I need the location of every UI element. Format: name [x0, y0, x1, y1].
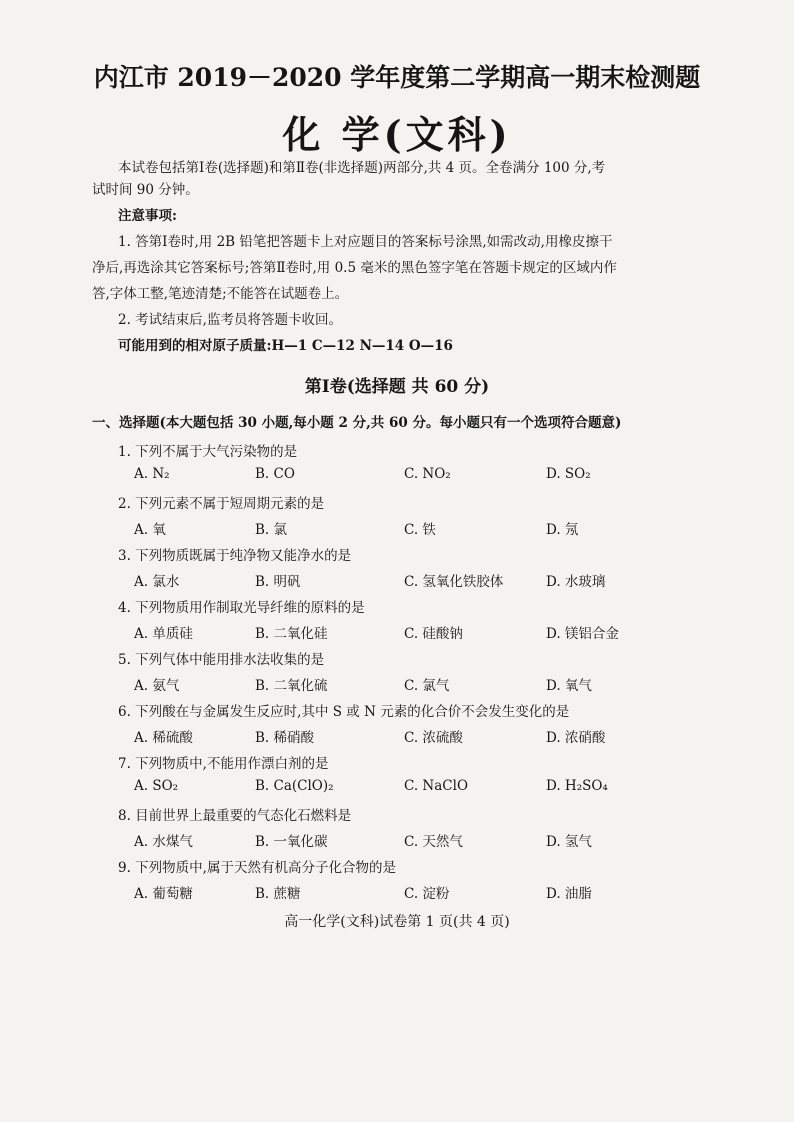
- exam-title: 内江市 2019－2020 学年度第二学期高一期末检测题: [93, 63, 701, 92]
- question-9-option-a: A. 葡萄糖: [134, 886, 193, 902]
- question-8-option-c: C. 天然气: [404, 834, 463, 850]
- question-3-option-b: B. 明矾: [255, 574, 301, 590]
- note-1-line-2: 净后,再选涂其它答案标号;答第Ⅱ卷时,用 0.5 毫米的黑色签字笔在答题卡规定的区域内作: [92, 260, 617, 276]
- question-8-stem: 8. 目前世界上最重要的气态化石燃料是: [118, 808, 352, 824]
- question-4-option-b: B. 二氧化硅: [255, 626, 328, 642]
- question-4-option-c: C. 硅酸钠: [404, 626, 463, 642]
- intro-line-1: 本试卷包括第Ⅰ卷(选择题)和第Ⅱ卷(非选择题)两部分,共 4 页。全卷满分 100 分,考: [118, 160, 606, 176]
- question-7-stem: 7. 下列物质中,不能用作漂白剂的是: [118, 756, 329, 772]
- question-8-option-b: B. 一氧化碳: [255, 834, 328, 850]
- question-5-option-b: B. 二氧化硫: [255, 678, 328, 694]
- question-9-option-b: B. 蔗糖: [255, 886, 301, 902]
- question-6-option-d: D. 浓硝酸: [546, 730, 606, 746]
- question-7-option-b: B. Ca(ClO)₂: [255, 778, 334, 794]
- question-2-stem: 2. 下列元素不属于短周期元素的是: [118, 496, 325, 512]
- question-7-option-c: C. NaClO: [404, 778, 469, 794]
- question-8-option-d: D. 氢气: [546, 834, 592, 850]
- note-1-line-3: 答,字体工整,笔迹清楚;不能答在试题卷上。: [92, 286, 349, 302]
- question-6-option-b: B. 稀硝酸: [255, 730, 315, 746]
- question-2-option-b: B. 氯: [255, 522, 288, 538]
- section-1-instruction: 一、选择题(本大题包括 30 小题,每小题 2 分,共 60 分。每小题只有一个选项符合题意): [92, 415, 622, 431]
- question-9-stem: 9. 下列物质中,属于天然有机高分子化合物的是: [118, 860, 396, 876]
- question-1-option-c: C. NO₂: [404, 466, 451, 482]
- question-5-stem: 5. 下列气体中能用排水法收集的是: [118, 652, 325, 668]
- question-8-option-a: A. 水煤气: [134, 834, 193, 850]
- question-1-option-d: D. SO₂: [546, 466, 591, 482]
- question-6-stem: 6. 下列酸在与金属发生反应时,其中 S 或 N 元素的化合价不会发生变化的是: [118, 704, 570, 720]
- question-3-stem: 3. 下列物质既属于纯净物又能净水的是: [118, 548, 352, 564]
- notes-heading: 注意事项:: [118, 208, 177, 224]
- question-5-option-c: C. 氯气: [404, 678, 450, 694]
- question-1-option-b: B. CO: [255, 466, 295, 482]
- section-1-title: 第Ⅰ卷(选择题 共 60 分): [304, 377, 490, 397]
- question-2-option-d: D. 氖: [546, 522, 579, 538]
- question-7-option-a: A. SO₂: [134, 778, 179, 794]
- question-3-option-d: D. 水玻璃: [546, 574, 606, 590]
- question-9-option-c: C. 淀粉: [404, 886, 450, 902]
- note-1-line-1: 1. 答第Ⅰ卷时,用 2B 铅笔把答题卡上对应题目的答案标号涂黑,如需改动,用橡皮擦干: [118, 234, 613, 250]
- question-7-option-d: D. H₂SO₄: [546, 778, 608, 794]
- question-6-option-c: C. 浓硫酸: [404, 730, 463, 746]
- question-3-option-c: C. 氢氧化铁胶体: [404, 574, 504, 590]
- question-1-option-a: A. N₂: [134, 466, 170, 482]
- question-6-option-a: A. 稀硫酸: [134, 730, 193, 746]
- question-5-option-d: D. 氧气: [546, 678, 592, 694]
- note-2: 2. 考试结束后,监考员将答题卡收回。: [118, 312, 342, 328]
- page-footer: 高一化学(文科)试卷第 1 页(共 4 页): [284, 914, 510, 930]
- question-2-option-c: C. 铁: [404, 522, 436, 538]
- question-4-stem: 4. 下列物质用作制取光导纤维的原料的是: [118, 600, 365, 616]
- question-4-option-a: A. 单质硅: [134, 626, 193, 642]
- question-4-option-d: D. 镁铝合金: [546, 626, 619, 642]
- question-5-option-a: A. 氨气: [134, 678, 180, 694]
- question-3-option-a: A. 氯水: [134, 574, 180, 590]
- intro-line-2: 试时间 90 分钟。: [92, 182, 199, 198]
- question-9-option-d: D. 油脂: [546, 886, 592, 902]
- question-1-stem: 1. 下列不属于大气污染物的是: [118, 444, 298, 460]
- question-2-option-a: A. 氧: [134, 522, 166, 538]
- subject-title: 化 学(文科): [282, 112, 512, 157]
- atomic-mass-note: 可能用到的相对原子质量:H—1 C—12 N—14 O—16: [118, 338, 453, 354]
